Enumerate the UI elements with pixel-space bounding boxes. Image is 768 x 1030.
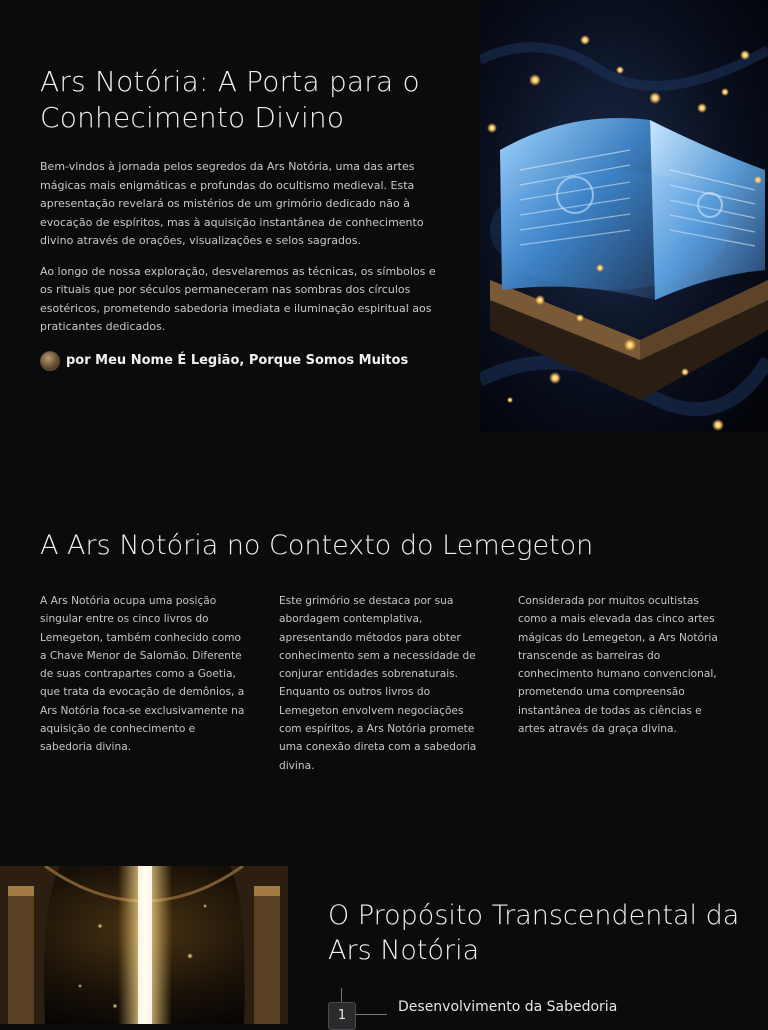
purpose-section <box>0 866 768 1024</box>
context-column-3: Considerada por muitos ocultistas como a mais elevada das cinco artes mágicas do Lemegeton, a Ars Notória transcende as barreiras do conhecimento humano convencional, prometendo uma compreensão instantânea de todas as ciências e artes através da graça divina. <box>518 595 718 736</box>
timeline-number-badge: 1 <box>328 1002 356 1030</box>
timeline-connector-vertical <box>341 988 342 1002</box>
intro-paragraph-2: Ao longo de nossa exploração, desvelaremos as técnicas, os símbolos e os rituais que por séculos permaneceram nas sombras dos círculos esotéricos, prometendo sabedoria imediata e iluminação espiritual aos praticantes dedicados. <box>40 264 436 333</box>
section-title: A Ars Notória no Contexto do Lemegeton <box>40 530 594 561</box>
three-column-text <box>40 592 730 772</box>
avatar <box>40 351 60 371</box>
hero-section <box>0 0 768 432</box>
context-column-2: Este grimório se destaca por sua abordagem contemplativa, apresentando métodos para obter conhecimento sem a necessidade de conjurar entidades sobrenaturais. Enquanto os outros livros do Lemegeton envolvem negociações com espíritos, a Ars Notória promete uma conexão direta com a sabedoria divina. <box>279 595 477 772</box>
timeline-item <box>328 988 748 1024</box>
timeline-connector-horizontal <box>355 1014 387 1015</box>
section-title-purpose: O Propósito Transcendental da Ars Notória <box>328 900 740 966</box>
hero-text-block <box>40 64 440 371</box>
intro-paragraph: Bem-vindos à jornada pelos segredos da Ars Notória, uma das artes mágicas mais enigmáticas e profundas do ocultismo medieval. Esta apresentação revelará os mistérios de um grimório dedicado não à evocação de espíritos, mas à aquisição instantânea de conhecimento divino através de orações, visualizações e selos sagrados. <box>40 160 424 247</box>
page-title: Ars Notória: A Porta para o Conhecimento Divino <box>40 65 420 134</box>
author-byline <box>40 351 440 371</box>
light-beam-temple-image <box>0 866 288 1024</box>
context-column-1: A Ars Notória ocupa uma posição singular entre os cinco livros do Lemegeton, também conhecido como a Chave Menor de Salomão. Diferente de suas contrapartes como a Goetia, que trata da evocação de demônios, a Ars Notória foca-se exclusivamente na aquisição de conhecimento e sabedoria divina. <box>40 595 245 754</box>
glowing-book-image <box>480 0 768 432</box>
timeline-label: Desenvolvimento da Sabedoria <box>398 999 618 1015</box>
author-name: por Meu Nome É Legião, Porque Somos Muitos <box>66 353 409 368</box>
